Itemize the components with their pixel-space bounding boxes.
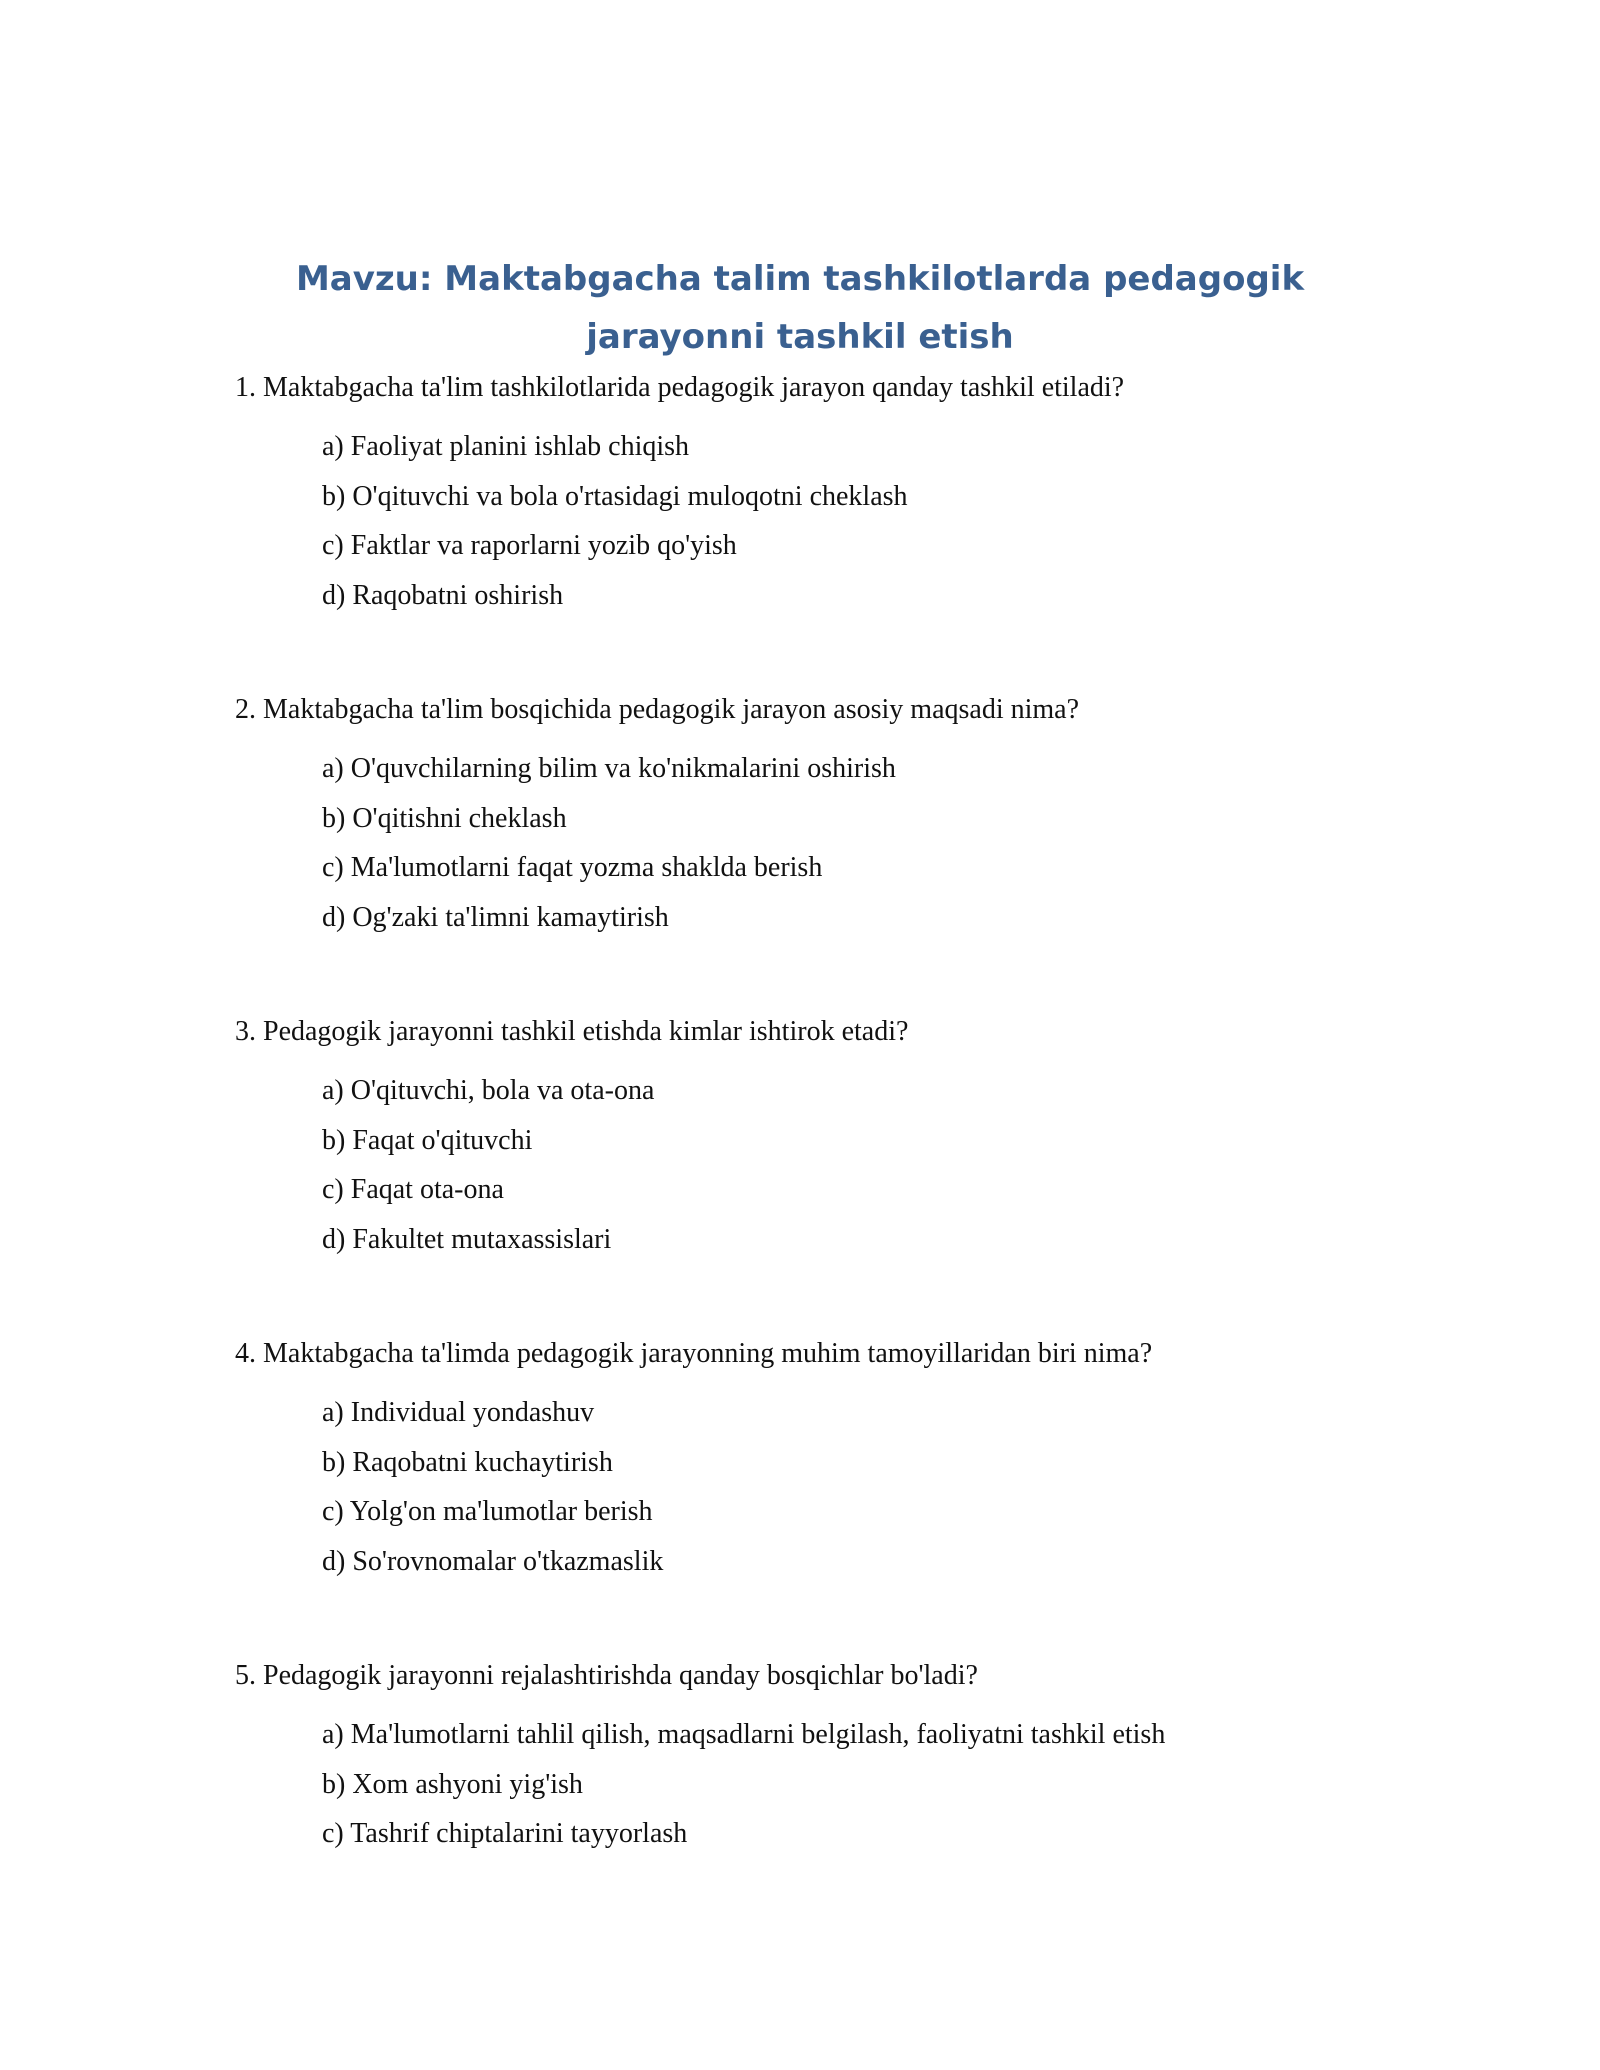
option-c: c) Tashrif chiptalarini tayyorlash: [322, 1818, 688, 1849]
option-d: d) Fakultet mutaxassislari: [322, 1223, 612, 1255]
question-text: 5. Pedagogik jarayonni rejalashtirishda qanday bosqichlar bo'ladi?: [235, 1660, 978, 1691]
question-4: [235, 1332, 1435, 1654]
option-b: b) Faqat o'qituvchi: [322, 1124, 533, 1156]
question-5: [235, 1654, 1435, 1976]
question-text: 1. Maktabgacha ta'lim tashkilotlarida pedagogik jarayon qanday tashkil etiladi?: [235, 372, 1125, 403]
question-3: [235, 1010, 1435, 1332]
question-2: [235, 688, 1435, 1010]
option-c: c) Faqat ota-ona: [322, 1174, 504, 1205]
option-c: c) Ma'lumotlarni faqat yozma shaklda berish: [322, 852, 823, 883]
option-b: b) O'qituvchi va bola o'rtasidagi muloqotni cheklash: [322, 480, 908, 512]
option-c: c) Yolg'on ma'lumotlar berish: [322, 1496, 653, 1527]
question-list: [235, 366, 1435, 1976]
option-a: a) Faoliyat planini ishlab chiqish: [322, 431, 690, 462]
question-1: [235, 366, 1435, 688]
option-d: d) So'rovnomalar o'tkazmaslik: [322, 1545, 664, 1577]
option-list: [235, 1388, 1435, 1586]
document-title: Mavzu: Maktabgacha talim tashkilotlarda pedagogik jarayonni tashkil etish: [295, 259, 1305, 357]
question-text: 3. Pedagogik jarayonni tashkil etishda kimlar ishtirok etadi?: [235, 1016, 909, 1047]
option-list: [235, 422, 1435, 620]
option-b: b) Xom ashyoni yig'ish: [322, 1768, 583, 1800]
option-d: d) Raqobatni oshirish: [322, 579, 564, 611]
option-c: c) Faktlar va raporlarni yozib qo'yish: [322, 530, 737, 561]
question-text: 2. Maktabgacha ta'lim bosqichida pedagogik jarayon asosiy maqsadi nima?: [235, 694, 1080, 725]
option-list: [235, 1710, 1435, 1859]
option-a: a) O'quvchilarning bilim va ko'nikmalarini oshirish: [322, 753, 896, 784]
option-a: a) Individual yondashuv: [322, 1397, 595, 1428]
option-b: b) O'qitishni cheklash: [322, 802, 567, 834]
question-text: 4. Maktabgacha ta'limda pedagogik jarayonning muhim tamoyillaridan biri nima?: [235, 1338, 1153, 1369]
option-d: d) Og'zaki ta'limni kamaytirish: [322, 901, 669, 933]
option-a: a) Ma'lumotlarni tahlil qilish, maqsadlarni belgilash, faoliyatni tashkil etish: [322, 1719, 1166, 1750]
option-a: a) O'qituvchi, bola va ota-ona: [322, 1075, 655, 1106]
option-b: b) Raqobatni kuchaytirish: [322, 1446, 613, 1478]
option-list: [235, 1066, 1435, 1264]
option-list: [235, 744, 1435, 942]
